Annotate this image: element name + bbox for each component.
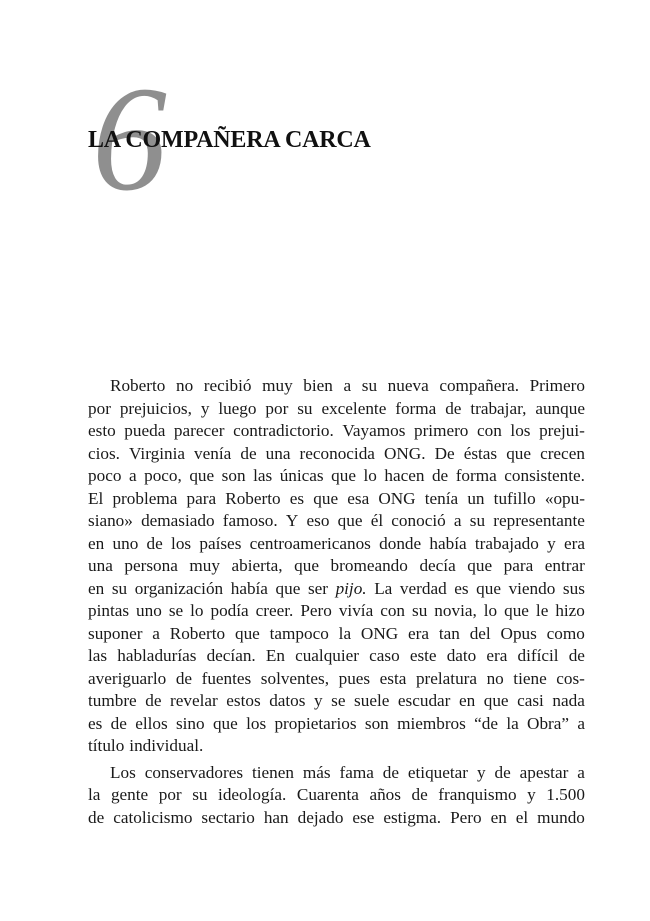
text-line: tumbre de revelar estos datos y se suele escudar en que casi nada	[88, 691, 585, 710]
text-line: la gente por su ideología. Cuarenta años de franquismo y 1.500	[88, 785, 585, 804]
text-line: cios. Virginia venía de una reconocida ONG. De éstas que crecen	[88, 443, 585, 463]
text-line: El problema para Roberto es que esa ONG tenía un tufillo «opu-	[88, 488, 585, 508]
chapter-number: 6	[92, 56, 167, 222]
paragraph	[88, 375, 585, 758]
text-line: de catolicismo sectario han dejado ese estigma. Pero en el mundo	[88, 807, 585, 827]
text-line: esto pueda parecer contradictorio. Vayamos primero con los prejui-	[88, 421, 585, 440]
text-line: poco a poco, que son las únicas que lo hacen de forma consistente.	[88, 466, 585, 485]
text-line: Roberto no recibió muy bien a su nueva compañera. Primero	[110, 376, 585, 395]
text-line: pintas uno se lo podía creer. Pero vivía con su novia, lo que le hizo	[88, 601, 585, 620]
text-line: las habladurías decían. En cualquier caso este dato era difícil de	[88, 646, 585, 665]
text-line: es de ellos sino que los propietarios son miembros “de la Obra” a	[88, 713, 585, 733]
text-line: Los conservadores tienen más fama de etiquetar y de apestar a	[110, 762, 585, 782]
paragraph	[88, 762, 585, 830]
text-line: averiguarlo de fuentes solventes, pues esta prelatura no tiene cos-	[88, 668, 585, 688]
text-line: en uno de los países centroamericanos donde había trabajado y era	[88, 533, 585, 553]
body-text	[88, 375, 585, 829]
chapter-title: LA COMPAÑERA CARCA	[88, 127, 371, 153]
text-line: por prejuicios, y luego por su excelente forma de trabajar, aunque	[88, 398, 585, 418]
text-line: título individual.	[88, 736, 204, 755]
text-line: siano» demasiado famoso. Y eso que él conoció a su representante	[88, 511, 585, 530]
text-line: una persona muy abierta, que bromeando decía que para entrar	[88, 556, 585, 575]
text-line: en su organización había que ser pijo. La verdad es que viendo sus	[88, 578, 585, 598]
text-line: suponer a Roberto que tampoco la ONG era tan del Opus como	[88, 623, 585, 643]
